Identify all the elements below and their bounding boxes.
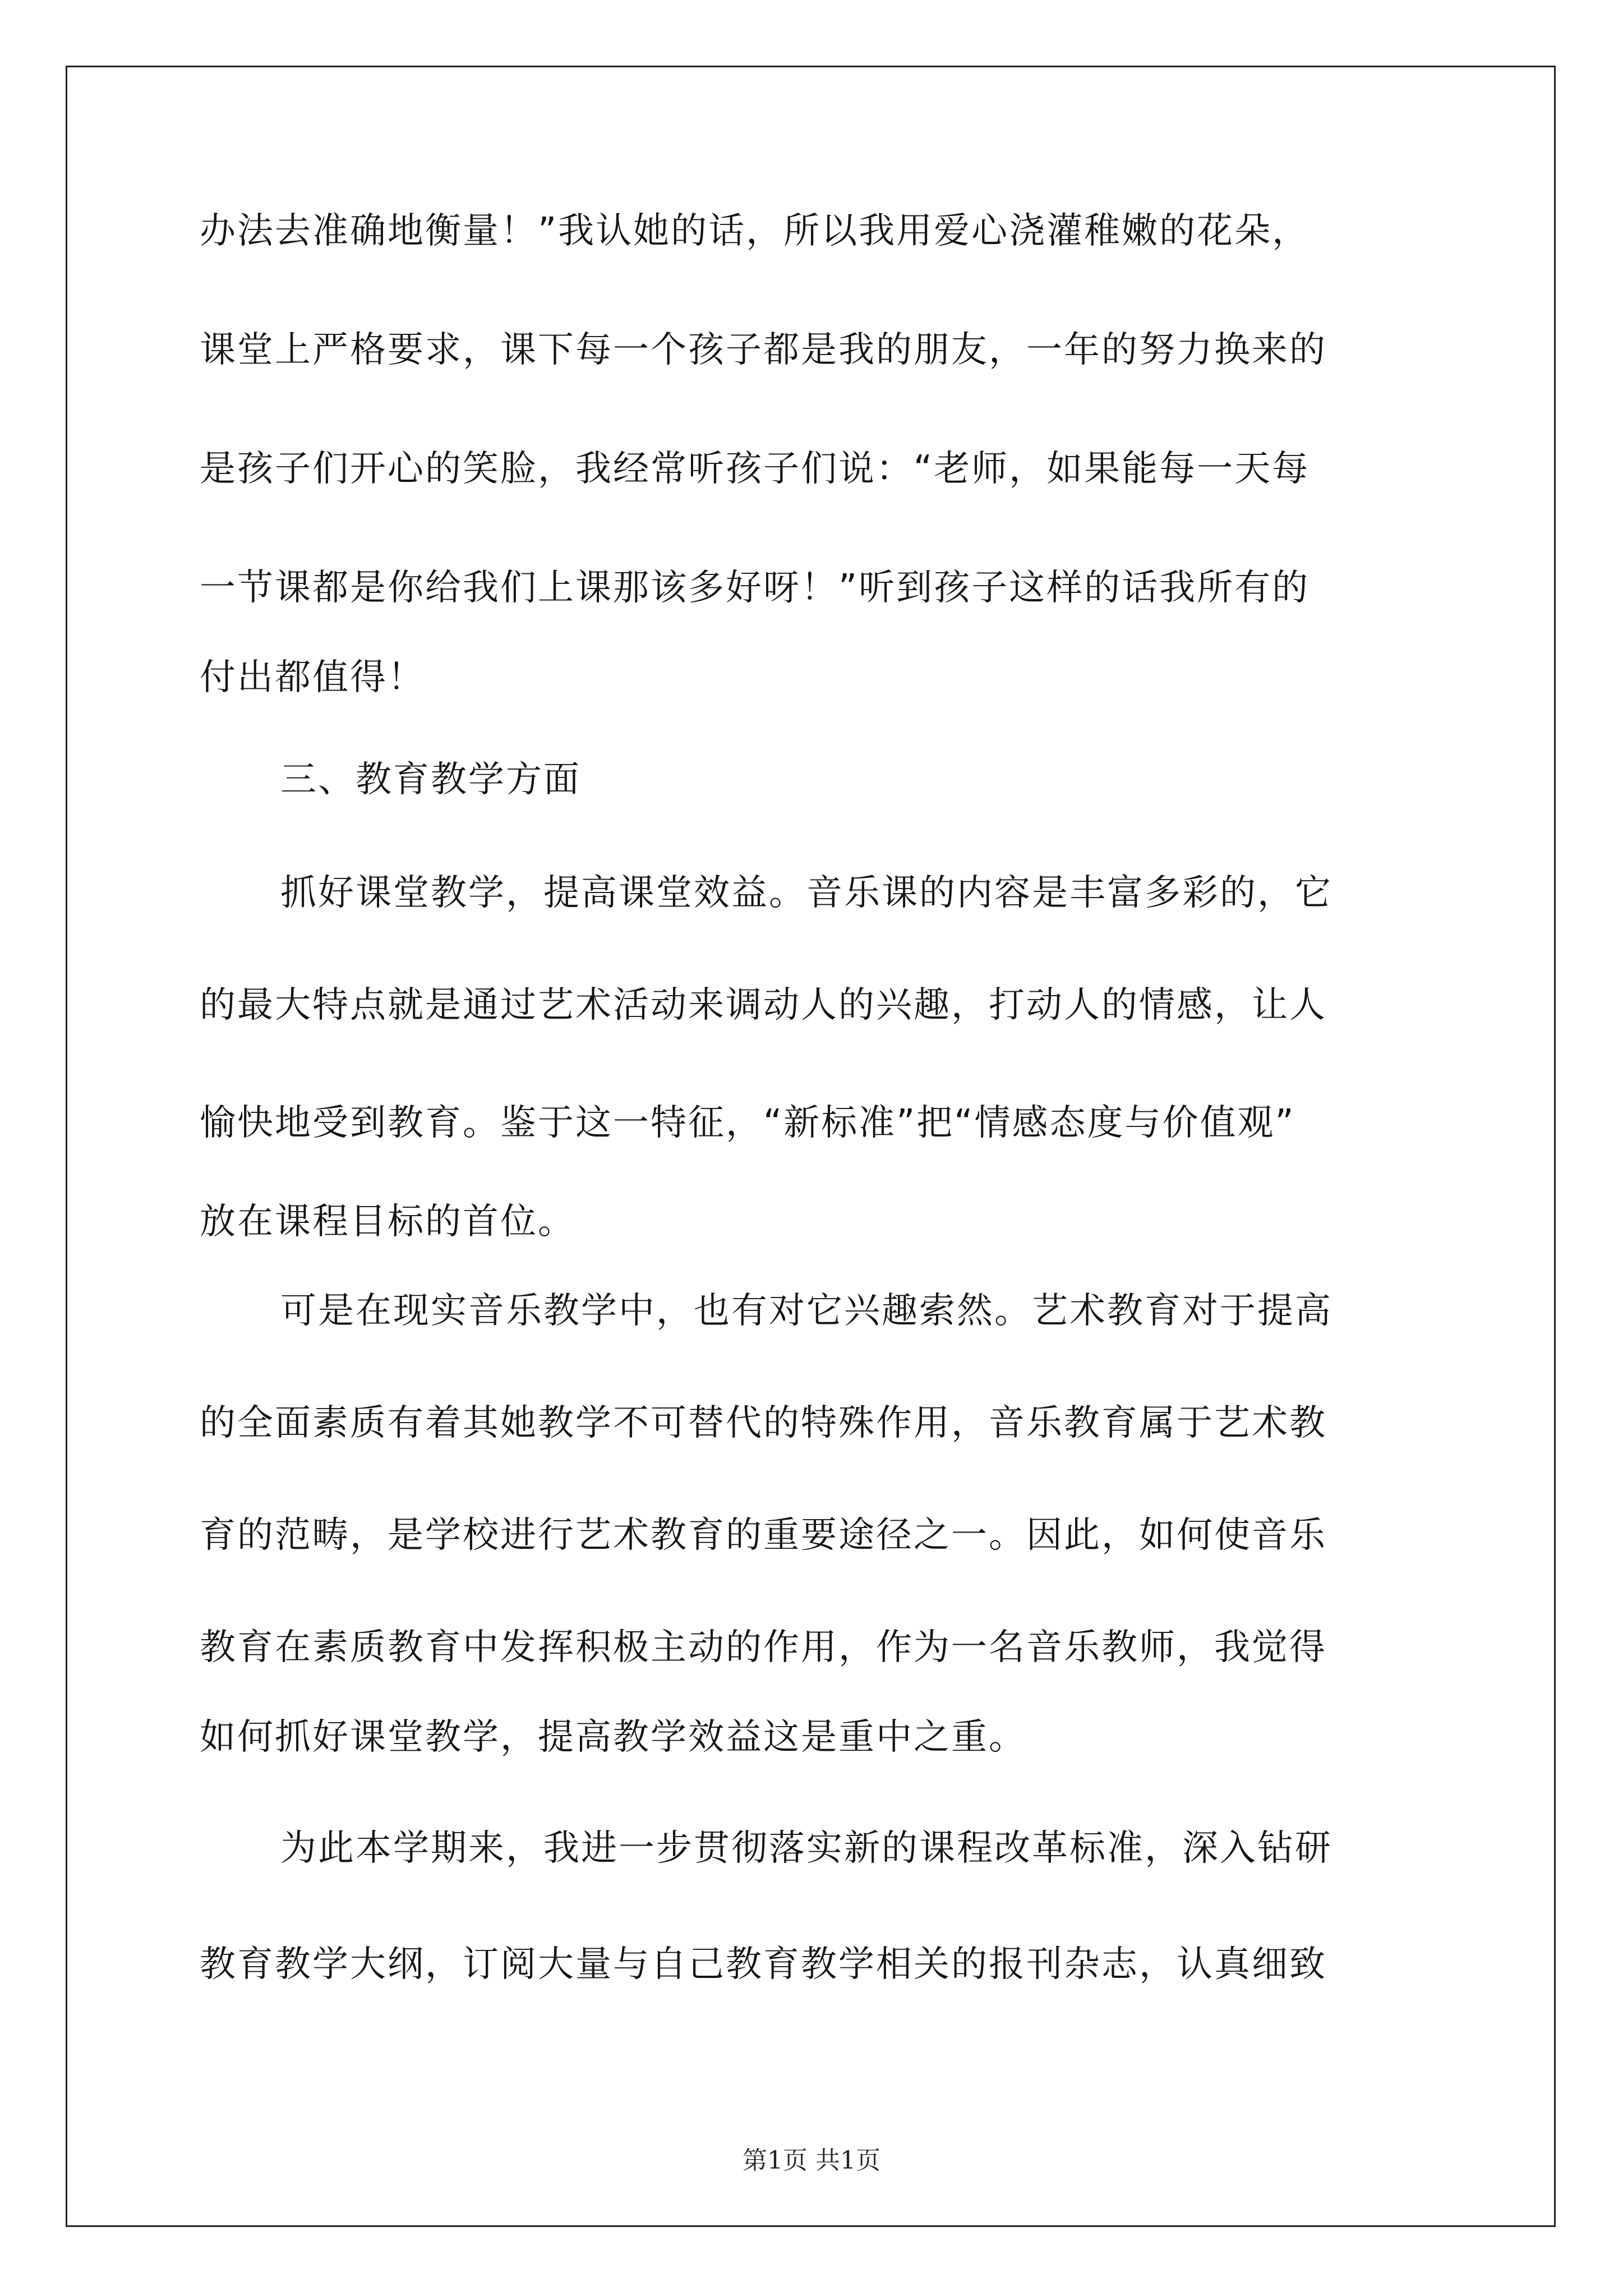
text-line: 的最大特点就是通过艺术活动来调动人的兴趣，打动人的情感，让人 xyxy=(200,984,1327,1026)
page-border xyxy=(66,66,1556,2227)
section-heading: 三、教育教学方面 xyxy=(280,759,581,800)
text-line: 为此本学期来，我进一步贯彻落实新的课程改革标准，深入钻研 xyxy=(280,1828,1332,1869)
text-line: 一节课都是你给我们上课那该多好呀！”听到孩子这样的话我所有的 xyxy=(200,567,1310,609)
text-line: 放在课程目标的首位。 xyxy=(200,1201,575,1243)
text-line: 付出都值得！ xyxy=(200,657,425,698)
text-line: 办法去准确地衡量！”我认她的话，所以我用爱心浇灌稚嫩的花朵， xyxy=(200,210,1310,252)
page-footer: 第1页 共1页 xyxy=(743,2146,880,2175)
text-line: 是孩子们开心的笑脸，我经常听孩子们说：“老师，如果能每一天每 xyxy=(200,448,1310,490)
text-line: 育的范畴，是学校进行艺术教育的重要途径之一。因此，如何使音乐 xyxy=(200,1515,1327,1556)
text-line: 教育教学大纲，订阅大量与自己教育教学相关的报刊杂志，认真细致 xyxy=(200,1944,1327,1985)
text-line: 如何抓好课堂教学，提高教学效益这是重中之重。 xyxy=(200,1717,1026,1758)
text-line: 抓好课堂教学，提高课堂效益。音乐课的内容是丰富多彩的，它 xyxy=(280,872,1332,914)
text-line: 的全面素质有着其她教学不可替代的特殊作用，音乐教育属于艺术教 xyxy=(200,1402,1327,1444)
text-line: 愉快地受到教育。鉴于这一特征，“新标准”把“情感态度与价值观” xyxy=(200,1102,1295,1144)
text-line: 教育在素质教育中发挥积极主动的作用，作为一名音乐教师，我觉得 xyxy=(200,1627,1327,1668)
text-line: 课堂上严格要求，课下每一个孩子都是我的朋友，一年的努力换来的 xyxy=(200,329,1327,371)
text-line: 可是在现实音乐教学中，也有对它兴趣索然。艺术教育对于提高 xyxy=(280,1290,1332,1332)
